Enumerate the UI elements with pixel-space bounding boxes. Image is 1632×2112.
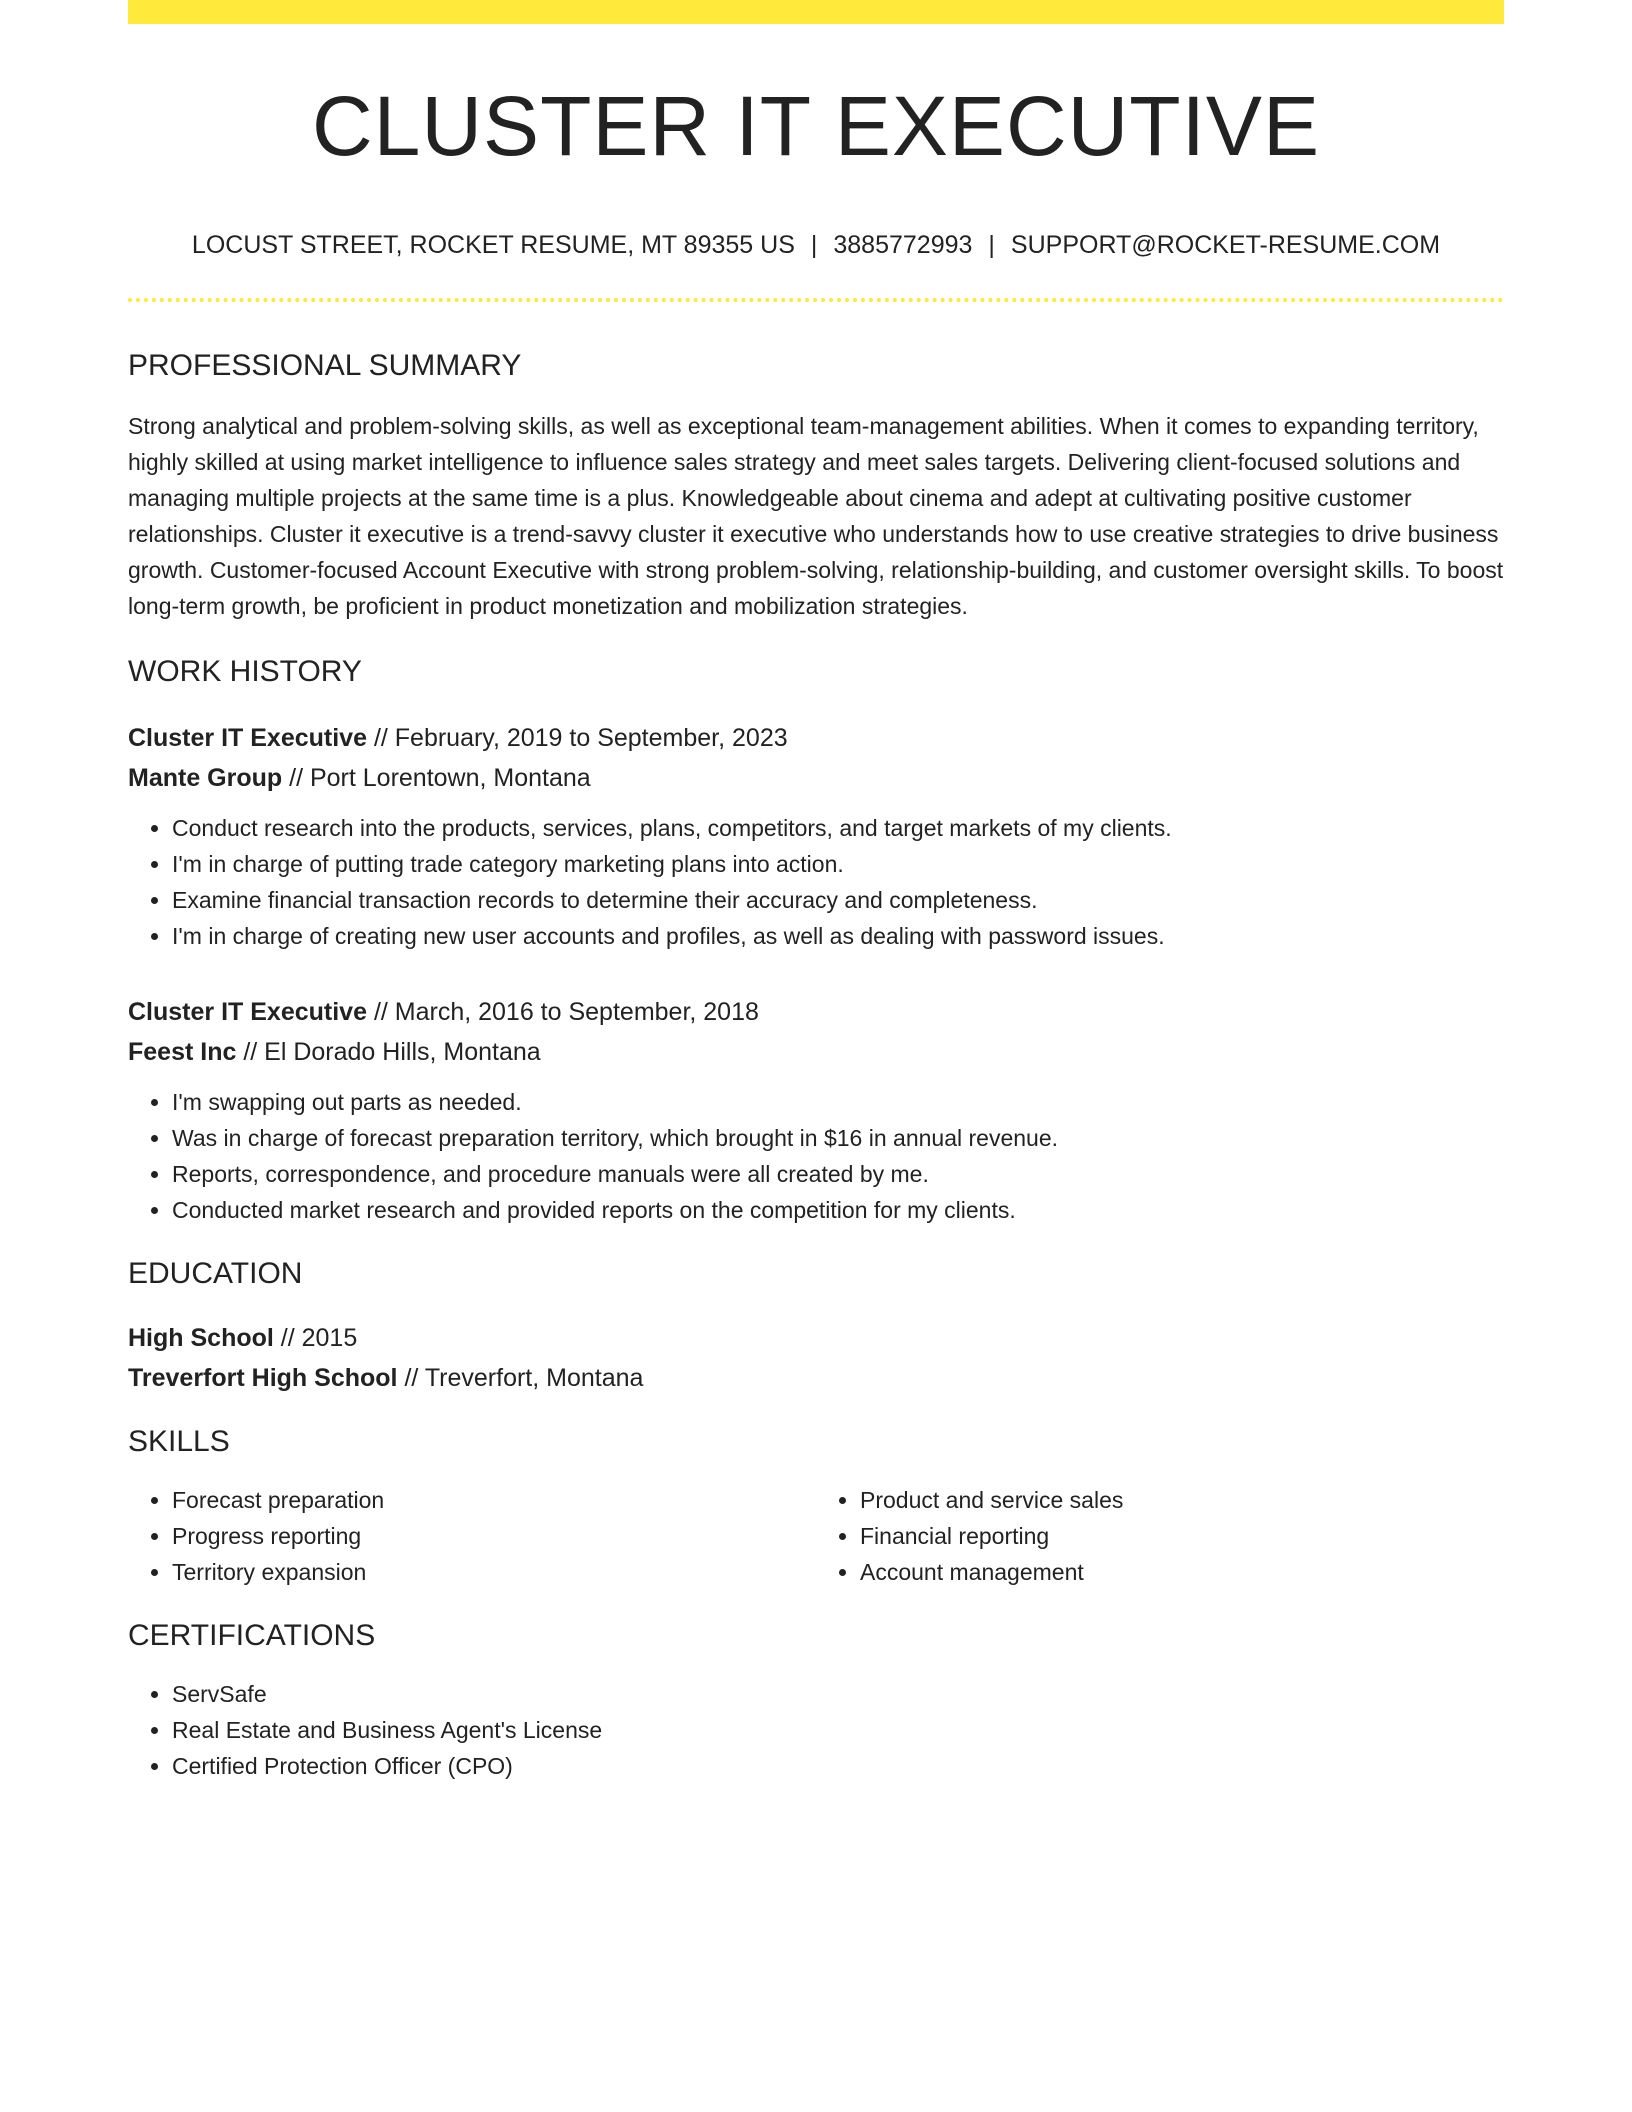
- certifications-list: [128, 1676, 1504, 1784]
- education-location: // Treverfort, Montana: [404, 1364, 644, 1393]
- education-degree-line: [128, 1318, 1504, 1358]
- skill-item: • Territory expansion: [172, 1554, 816, 1590]
- job-entry: [128, 718, 1504, 954]
- skill-item: • Product and service sales: [860, 1482, 1504, 1518]
- education-degree: High School: [128, 1324, 274, 1353]
- accent-top-bar: [128, 0, 1504, 24]
- candidate-name: CLUSTER IT EXECUTIVE: [312, 79, 1320, 173]
- education-school-line: [128, 1358, 1504, 1398]
- skill-item: • Financial reporting: [860, 1518, 1504, 1554]
- summary-heading: PROFESSIONAL SUMMARY: [128, 349, 522, 383]
- certification-item: • Real Estate and Business Agent's License: [172, 1712, 1504, 1748]
- summary-text: Strong analytical and problem-solving skills, as well as exceptional team-management abilities. When it comes to expanding territory, highly skilled at using market intelligence to influence sales strategy and meet sales targets. Delivering client-focused solutions and managing multiple projects at the same time is a plus. Knowledgeable about cinema and adept at cultivating positive customer relationships. Cluster it executive is a trend-savvy cluster it executive who understands how to use creative strategies to drive business growth. Customer-focused Account Executive with strong problem-solving, relationship-building, and customer oversight skills. To boost long-term growth, be proficient in product monetization and mobilization strategies.: [128, 413, 1504, 620]
- job-bullet: • I'm in charge of putting trade category marketing plans into action.: [172, 846, 1504, 882]
- dotted-divider: [128, 298, 1504, 302]
- job-bullet: • Conduct research into the products, services, plans, competitors, and target markets of my clients.: [172, 810, 1504, 846]
- job-company-line: [128, 758, 1504, 798]
- skills-heading: SKILLS: [128, 1425, 230, 1459]
- job-title-line: [128, 992, 1504, 1032]
- job-bullet: • Examine financial transaction records to determine their accuracy and completeness.: [172, 882, 1504, 918]
- certification-item: • Certified Protection Officer (CPO): [172, 1748, 1504, 1784]
- contact-email: SUPPORT@ROCKET-RESUME.COM: [1010, 231, 1441, 260]
- contact-phone: 3885772993: [833, 231, 973, 260]
- skills-list-right: [816, 1482, 1504, 1590]
- job-entry: [128, 992, 1504, 1228]
- job-company-line: [128, 1032, 1504, 1072]
- work-history-section: [128, 654, 1504, 1228]
- job-company: Feest Inc: [128, 1038, 237, 1067]
- work-history-heading: WORK HISTORY: [128, 655, 362, 689]
- job-company: Mante Group: [128, 764, 283, 793]
- job-bullet: • I'm in charge of creating new user accounts and profiles, as well as dealing with password issues.: [172, 918, 1504, 954]
- skill-item: • Account management: [860, 1554, 1504, 1590]
- contact-address: LOCUST STREET, ROCKET RESUME, MT 89355 US: [191, 231, 795, 260]
- job-location: // El Dorado Hills, Montana: [243, 1038, 541, 1067]
- certifications-heading: CERTIFICATIONS: [128, 1619, 376, 1653]
- job-bullet: • Was in charge of forecast preparation territory, which brought in $16 in annual revenue.: [172, 1120, 1504, 1156]
- resume-content: [128, 24, 1504, 1784]
- education-school: Treverfort High School: [128, 1364, 398, 1393]
- skills-list-left: [128, 1482, 816, 1590]
- certification-item: • ServSafe: [172, 1676, 1504, 1712]
- skill-item: • Forecast preparation: [172, 1482, 816, 1518]
- job-location: // Port Lorentown, Montana: [289, 764, 591, 793]
- job-bullet: • I'm swapping out parts as needed.: [172, 1084, 1504, 1120]
- summary-section: [128, 348, 1504, 624]
- education-heading: EDUCATION: [128, 1257, 303, 1291]
- education-section: [128, 1256, 1504, 1398]
- job-bullet: • Reports, correspondence, and procedure manuals were all created by me.: [172, 1156, 1504, 1192]
- contact-separator: |: [988, 231, 995, 260]
- contact-separator: |: [810, 231, 818, 260]
- contact-line: [128, 230, 1504, 260]
- job-bullets: [128, 810, 1504, 954]
- certifications-section: [128, 1618, 1504, 1784]
- education-year: // 2015: [280, 1324, 358, 1353]
- job-bullets: [128, 1084, 1504, 1228]
- job-title-line: [128, 718, 1504, 758]
- job-dates: // February, 2019 to September, 2023: [373, 724, 788, 753]
- job-dates: // March, 2016 to September, 2018: [373, 998, 759, 1027]
- skills-columns: [128, 1482, 1504, 1590]
- skill-item: • Progress reporting: [172, 1518, 816, 1554]
- job-role: Cluster IT Executive: [128, 724, 367, 753]
- skills-section: [128, 1424, 1504, 1590]
- education-entry: [128, 1318, 1504, 1398]
- job-role: Cluster IT Executive: [128, 998, 367, 1027]
- job-bullet: • Conducted market research and provided reports on the competition for my clients.: [172, 1192, 1504, 1228]
